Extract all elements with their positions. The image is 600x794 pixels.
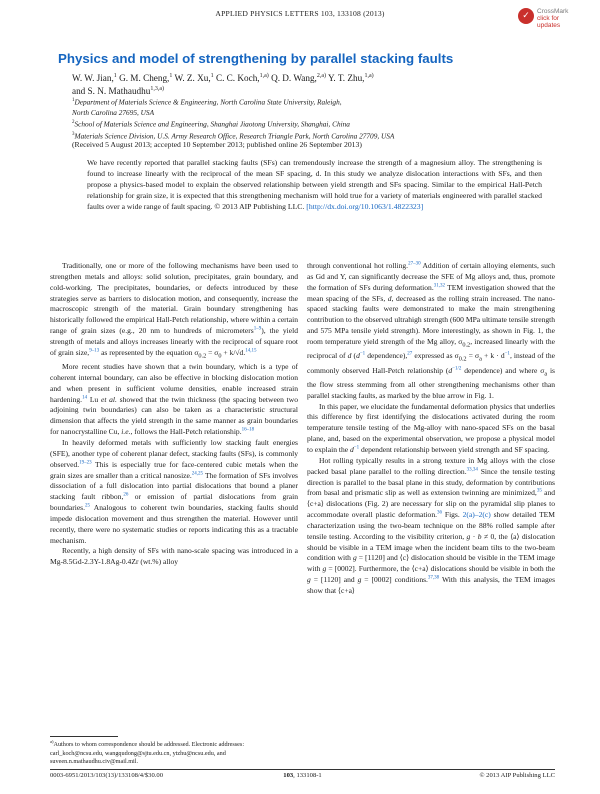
page-footer (50, 772, 555, 782)
footer-volume: 103 (283, 772, 294, 779)
body-column-right (307, 261, 555, 597)
footer-code: 0003-6951/2013/103(13)/133108/4/$30.00 (50, 772, 164, 779)
doi-link[interactable]: [http://dx.doi.org/10.1063/1.4822323] (306, 202, 424, 212)
footer-copyright: © 2013 AIP Publishing LLC (479, 772, 555, 779)
journal-header: APPLIED PHYSICS LETTERS 103, 133108 (2013) (215, 9, 385, 18)
paper-title: Physics and model of strengthening by parallel stacking faults (58, 51, 454, 66)
body-paragraph: In heavily deformed metals with sufficiently low stacking fault energies (SFE), another type of coherent planar defect, stacking faults (SFs), is commonly observed.$^{19-23}$ This is especially true for face-centered cubic metals when the grain sizes are smaller than a critical nanosize.$^{24,25}$ The formation of SFs involves dissociation of a full dislocation into partial dislocations that bound a planer stacking fault ribbon,$^{26}$ or emission of partial dislocations from grain boundaries.$^{25}$ Analogous to coherent twin boundaries, stacking faults should impede dislocation movement and thus strengthen the material. However until recently, there were no systematic studies or reports indicating this as a tractable mechanism. (50, 438, 298, 545)
body-paragraph: Traditionally, one or more of the following mechanisms have been used to strengthen metals and alloys: solid solution, precipitates, grain boundary, and cold-working. The precipitates, boundaries, or defects introduced by these strategies serve as barriers to dislocation motion, and consequently, increase the macroscopic strength of the material. Grain boundary strengthening has historically followed the empirical Hall-Petch relationship, where within a certain range of grain sizes (e.g., 20 nm to hundreds of micrometers$^{1-9}$), the yield strength of metals and alloys increases linearly with the reciprocal of square root of grain size,$^{9-13}$ as represented by the equation $\sigma_{0.2} = \sigma_0 + k/√d.^{14,15}$ (50, 261, 299, 360)
body-paragraph: Hot rolling typically results in a strong texture in Mg alloys with the close packed basal plane parallel to the rolling direction.$^{33,34}$ Since the tensile testing direction is parallel to the basal plane in this study, deformation by contributions from basal and prismatic slip as well as extension twinning are minimized,$^{35}$ and ⟨c+a⟩ dislocations (Fig. 2) are necessary for slip on the pyramidal slip planes to accommodate overall plastic deformation.$^{36}$ Figs. 2(a)–2(c) show detailed TEM characterization using the two-beam technique on the 88% rolled sample after tensile testing. According to the visibility criterion, g · b ≠ 0, the ⟨a⟩ dislocation should be visible in a TEM image when the incident beam tilts to the two-beam condition with g = [1120] and ⟨c⟩ dislocation should be visible in the TEM image with g = [0002]. Furthermore, the ⟨c+a⟩ dislocations should be visible in both the g = [1120] and g = [0002] conditions.$^{37,38}$ With this analysis, the TEM images show that ⟨c+a⟩ (307, 455, 556, 595)
body-column-left (50, 261, 298, 568)
body-paragraph: In this paper, we elucidate the fundamental deformation physics that underlies this difference by first identifying the dislocations activated during the room temperature tensile testing of the Mg-alloy with nano-spaced SFs on the basal plane, and, based on the experimental observation, we propose a physical model to explain the $d^{-1}$ dependent relationship between yield strength and SF spacing. (307, 401, 555, 454)
authors-line-1: W. W. Jian,$^1$ G. M. Cheng,$^1$ W. Z. Xu,$^1$ C. C. Koch,$^{1,a)}$ Q. D. Wang,$^{2,a)}$ Y. T. Zhu,$^{1,a)}$ (72, 73, 374, 84)
crossmark-sublabel: click for updates (537, 15, 561, 29)
footer-divider (50, 769, 555, 770)
affiliation-1: $^1$Department of Materials Science & Engineering, North Carolina State University, Raleigh, North Carolina 27695, USA (72, 97, 342, 117)
footnote-divider (50, 736, 118, 737)
author-list (72, 71, 542, 97)
authors-line-2: and S. N. Mathaudhu$^{1,3,a)}$ (72, 86, 165, 97)
footnote-text: Authors to whom correspondence should be addressed. Electronic addresses: carl_koch@ncsu.edu, wangqudong@sjtu.edu.cn, ytzhu@ncsu.edu, and suveen.n.mathaudhu.civ@mail.mil. (50, 741, 245, 766)
body-paragraph: through conventional hot rolling.$^{27-30}$ Addition of certain alloying elements, such as Gd and Y, can significantly decrease the SFE of Mg alloys and, thus, promote the formation of SFs during deformation.$^{31,32}$ TEM investigation showed that the mean spacing of the SFs, d, decreased as the rolling strain increased. The nano-spaced stacking faults were demonstrated to make the main strengthening contribution to the observed ultrahigh strength (600 MPa ultimate tensile strength and 575 MPa tensile yield strength). More interestingly, as shown in Fig. 1, the room temperature yield strength of the Mg alloy, $\sigma_{0.2}$, increased linearly with the reciprocal of d ($d^{-1}$ dependence),$^{27}$ expressed as $\sigma_{0.2} = \sigma_a + k \cdot d^{-1}$, instead of the commonly observed Hall-Petch relationship ($d^{-1/2}$ dependence) and where $\sigma_a$ is the flow stress stemming from all other strengthening mechanisms other than parallel stacking faults, as marked by the blue arrow in Fig. 1. (307, 261, 556, 400)
crossmark-label: CrossMark (537, 8, 569, 15)
affiliation-2: $^2$School of Materials Science and Engineering, Shanghai Jiaotong University, Shanghai, China (72, 119, 350, 129)
publication-dates: (Received 5 August 2013; accepted 10 September 2013; published online 26 September 2013) (72, 140, 362, 149)
footer-page-number: , 133108-1 (293, 772, 322, 779)
body-paragraph: Recently, a high density of SFs with nano-scale spacing was introduced in a Mg-8.5Gd-2.3Y-1.8Ag-0.4Zr (wt.%) alloy (50, 546, 298, 567)
affiliations (72, 96, 542, 142)
crossmark-icon: ✓ (518, 8, 534, 24)
body-paragraph: More recent studies have shown that a twin boundary, which is a type of coherent internal boundary, can also be effective in blocking dislocation motion and when present in sufficient volume densities, enable increased strain hardening.$^{14}$ Lu et al. showed that the twin thickness (the spacing between two adjoining twin boundaries) can also be taken as a characteristic structural dimension that affects the yield strength in the same manner as grain boundaries for nanocrystalline Cu, i.e., follows the Hall-Petch relationship.$^{16-18}$ (50, 362, 298, 437)
abstract-text: We have recently reported that parallel stacking faults (SFs) can tremendously increase the strength of a magnesium alloy. The strengthening is found to increase linearly with the reciprocal of the mean SF spacing, d. In this study we analyze dislocation interactions with SFs, and then propose a physics-based model to explain the observed relationship between yield strength and SFs spacing. Similar to the empirical Hall-Petch relationship for grain size, it is expected that this strengthening mechanism will hold true for a variety of materials engineered with parallel stacked faults over a wide range of fault spacing. © 2013 AIP Publishing LLC. (87, 158, 542, 212)
abstract (87, 157, 542, 212)
affiliation-3: $^3$Materials Science Division, U.S. Army Research Office, Research Triangle Park, North Carolina 27709, USA (72, 131, 395, 141)
footnote: $^{a)}$Authors to whom correspondence should be addressed. Electronic addresses: carl_koch@ncsu.edu, wangqudong@sjtu.edu.cn, ytzhu@ncsu.edu, and suveen.n.mathaudhu.civ@mail.mil. (50, 739, 245, 766)
crossmark-logo[interactable] (518, 6, 578, 28)
